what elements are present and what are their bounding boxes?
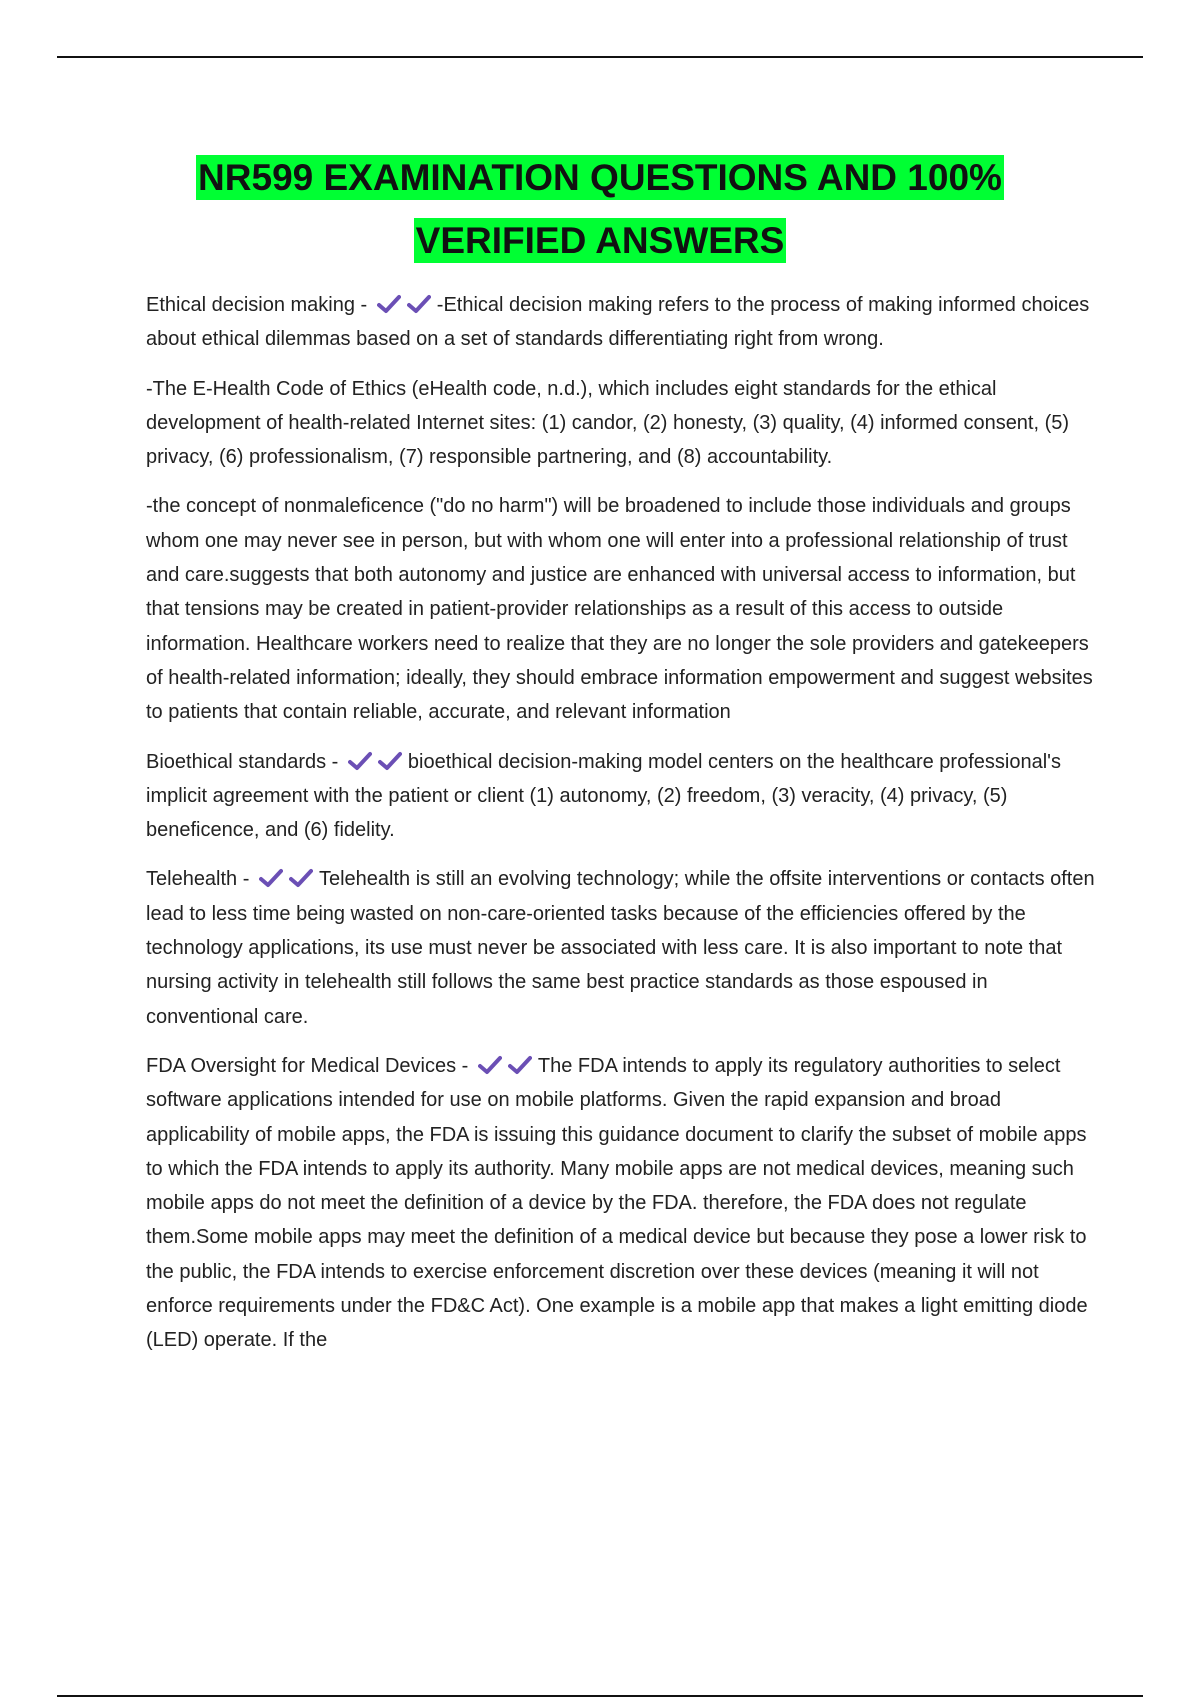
entry-answer: The FDA intends to apply its regulatory authorities to select software applications intended for use on mobile platforms. Given the rapid expansion and broad applicability of mobile apps, the FDA is issuing this guidance document to clarify the subset of mobile apps to which the FDA intends to apply its authority. Many mobile apps are not medical devices, meaning such mobile apps do not meet the definition of a device by the FDA. therefore, the FDA does not regulate them.Some mobile apps may meet the definition of a medical device but because they pose a lower risk to the public, the FDA intends to exercise enforcement discretion over these devices (meaning it will not enforce requirements under the FD&C Act). One example is a mobile app that makes a light emitting diode (LED) operate. If the bbox=[146, 1054, 1088, 1352]
entry-answer: Telehealth is still an evolving technology; while the offsite interventions or contacts often lead to less time being wasted on non-care-oriented tasks because of the efficiencies offered by the technology applications, its use must never be associated with less care. It is also important to note that nursing activity in telehealth still follows the same best practice standards as those espoused in conventional care. bbox=[146, 868, 1095, 1028]
checkmark-icon bbox=[377, 294, 401, 314]
entry-term: FDA Oversight for Medical Devices - bbox=[146, 1054, 469, 1077]
entry-answer: -Ethical decision making refers to the process of making informed choices about ethical dilemmas based on a set of standards differentiating right from wrong. bbox=[146, 294, 1090, 351]
checkmark-icon bbox=[348, 751, 372, 771]
header-rule bbox=[57, 56, 1143, 58]
entry-term: Bioethical standards - bbox=[146, 750, 339, 773]
document-title bbox=[80, 146, 1120, 272]
qa-entry-telehealth bbox=[146, 862, 1096, 1033]
title-line-1: NR599 EXAMINATION QUESTIONS AND 100% bbox=[198, 157, 1002, 198]
qa-entry-ethical-decision-making bbox=[146, 288, 1096, 357]
checkmark-icon bbox=[378, 751, 402, 771]
entry-term: Ethical decision making - bbox=[146, 294, 368, 316]
qa-entry-fda-oversight bbox=[146, 1049, 1096, 1358]
entry-answer: bioethical decision-making model centers on the healthcare professional's implicit agreement with the patient or client (1) autonomy, (2) freedom, (3) veracity, (4) privacy, (5) beneficence, and (6) fidelity. bbox=[146, 750, 1061, 842]
document-body bbox=[146, 288, 1096, 1373]
title-line-2: VERIFIED ANSWERS bbox=[415, 220, 785, 261]
checkmark-icon bbox=[289, 868, 313, 888]
checkmark-icon bbox=[259, 868, 283, 888]
footer-rule bbox=[57, 1695, 1143, 1697]
checkmark-icon bbox=[407, 294, 431, 314]
entry-term: Telehealth - bbox=[146, 868, 250, 891]
checkmark-icon bbox=[478, 1055, 502, 1075]
checkmark-icon bbox=[508, 1055, 532, 1075]
qa-entry-bioethical-standards bbox=[146, 745, 1096, 848]
paragraph-nonmaleficence: -the concept of nonmaleficence ("do no harm") will be broadened to include those individuals and groups whom one may never see in person, but with whom one will enter into a professional relationship of trust and care.suggests that both autonomy and justice are enhanced with universal access to information, but that tensions may be created in patient-provider relationships as a result of this access to outside information. Healthcare workers need to realize that they are no longer the sole providers and gatekeepers of health-related information; ideally, they should embrace information empowerment and suggest websites to patients that contain reliable, accurate, and relevant information bbox=[146, 495, 1093, 724]
paragraph-ehealth-code: -The E-Health Code of Ethics (eHealth code, n.d.), which includes eight standards for the ethical development of health-related Internet sites: (1) candor, (2) honesty, (3) quality, (4) informed consent, (5) privacy, (6) professionalism, (7) responsible partnering, and (8) accountability. bbox=[146, 377, 1070, 469]
